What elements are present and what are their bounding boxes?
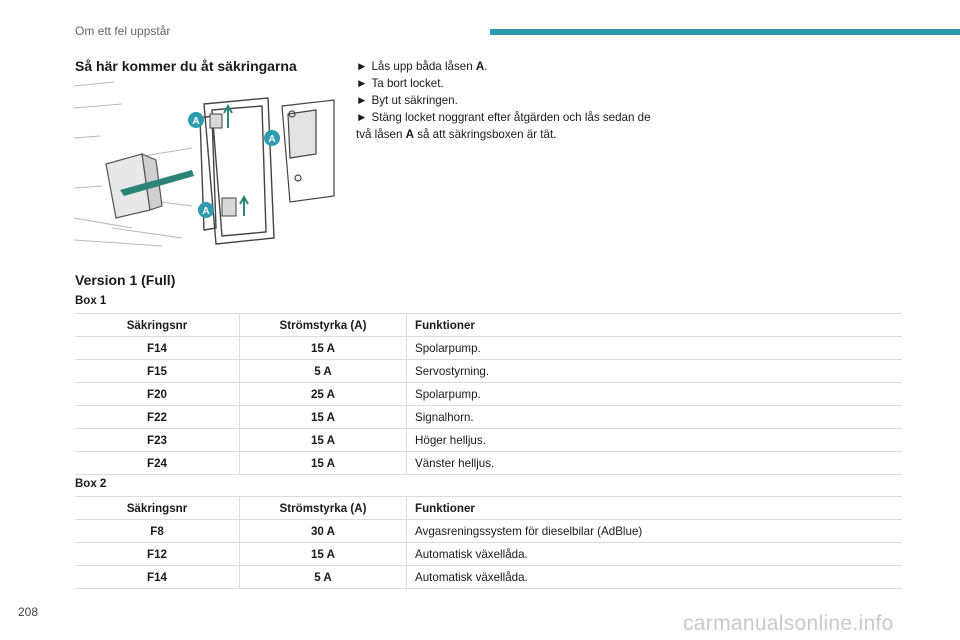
table-row: F24 15 A Vänster helljus. <box>75 452 902 475</box>
column-header-amp: Strömstyrka (A) <box>240 497 407 520</box>
header-accent-bar <box>490 29 960 35</box>
step-item: ► Byt ut säkringen. <box>356 94 458 107</box>
table-header-row <box>75 497 902 520</box>
svg-text:A: A <box>192 116 200 127</box>
table-row: F20 25 A Spolarpump. <box>75 383 902 406</box>
column-header-function: Funktioner <box>407 314 903 337</box>
table-row: F22 15 A Signalhorn. <box>75 406 902 429</box>
table-row: F8 30 A Avgasreningssystem för dieselbilar (AdBlue) <box>75 520 902 543</box>
table-row: F14 15 A Spolarpump. <box>75 337 902 360</box>
watermark: carmanualsonline.info <box>683 612 894 635</box>
lock-marker-a-2 <box>264 130 280 146</box>
version-title: Version 1 (Full) <box>75 272 176 288</box>
step-item: ► Lås upp båda låsen A. <box>356 60 488 73</box>
table-row: F23 15 A Höger helljus. <box>75 429 902 452</box>
bullet-arrow-icon: ► <box>356 60 368 73</box>
column-header-function: Funktioner <box>407 497 903 520</box>
svg-text:A: A <box>268 134 276 145</box>
step-item: ► Stäng locket noggrant efter åtgärden och lås sedan de två låsen A så att säkringsboxen är tät. <box>356 111 651 141</box>
box-2-table <box>75 496 902 589</box>
svg-text:A: A <box>202 206 210 217</box>
table-row: F14 5 A Automatisk växellåda. <box>75 566 902 589</box>
instruction-steps <box>356 58 656 143</box>
step-item: ► Ta bort locket. <box>356 77 444 90</box>
fuse-box-illustration <box>72 78 337 250</box>
page-number: 208 <box>18 605 39 619</box>
box-2-label: Box 2 <box>75 478 107 490</box>
header-section-title: Om ett fel uppstår <box>75 24 171 38</box>
box-1-label: Box 1 <box>75 295 107 307</box>
lock-marker-a-3 <box>198 202 214 218</box>
column-header-fuse: Säkringsnr <box>75 497 240 520</box>
bullet-arrow-icon: ► <box>356 111 368 124</box>
section-title: Så här kommer du åt säkringarna <box>75 58 297 74</box>
bullet-arrow-icon: ► <box>356 77 368 90</box>
lock-marker-a-1 <box>188 112 204 128</box>
box-1-table <box>75 313 902 475</box>
table-row: F12 15 A Automatisk växellåda. <box>75 543 902 566</box>
bullet-arrow-icon: ► <box>356 94 368 107</box>
table-header-row <box>75 314 902 337</box>
column-header-amp: Strömstyrka (A) <box>240 314 407 337</box>
table-row: F15 5 A Servostyrning. <box>75 360 902 383</box>
column-header-fuse: Säkringsnr <box>75 314 240 337</box>
